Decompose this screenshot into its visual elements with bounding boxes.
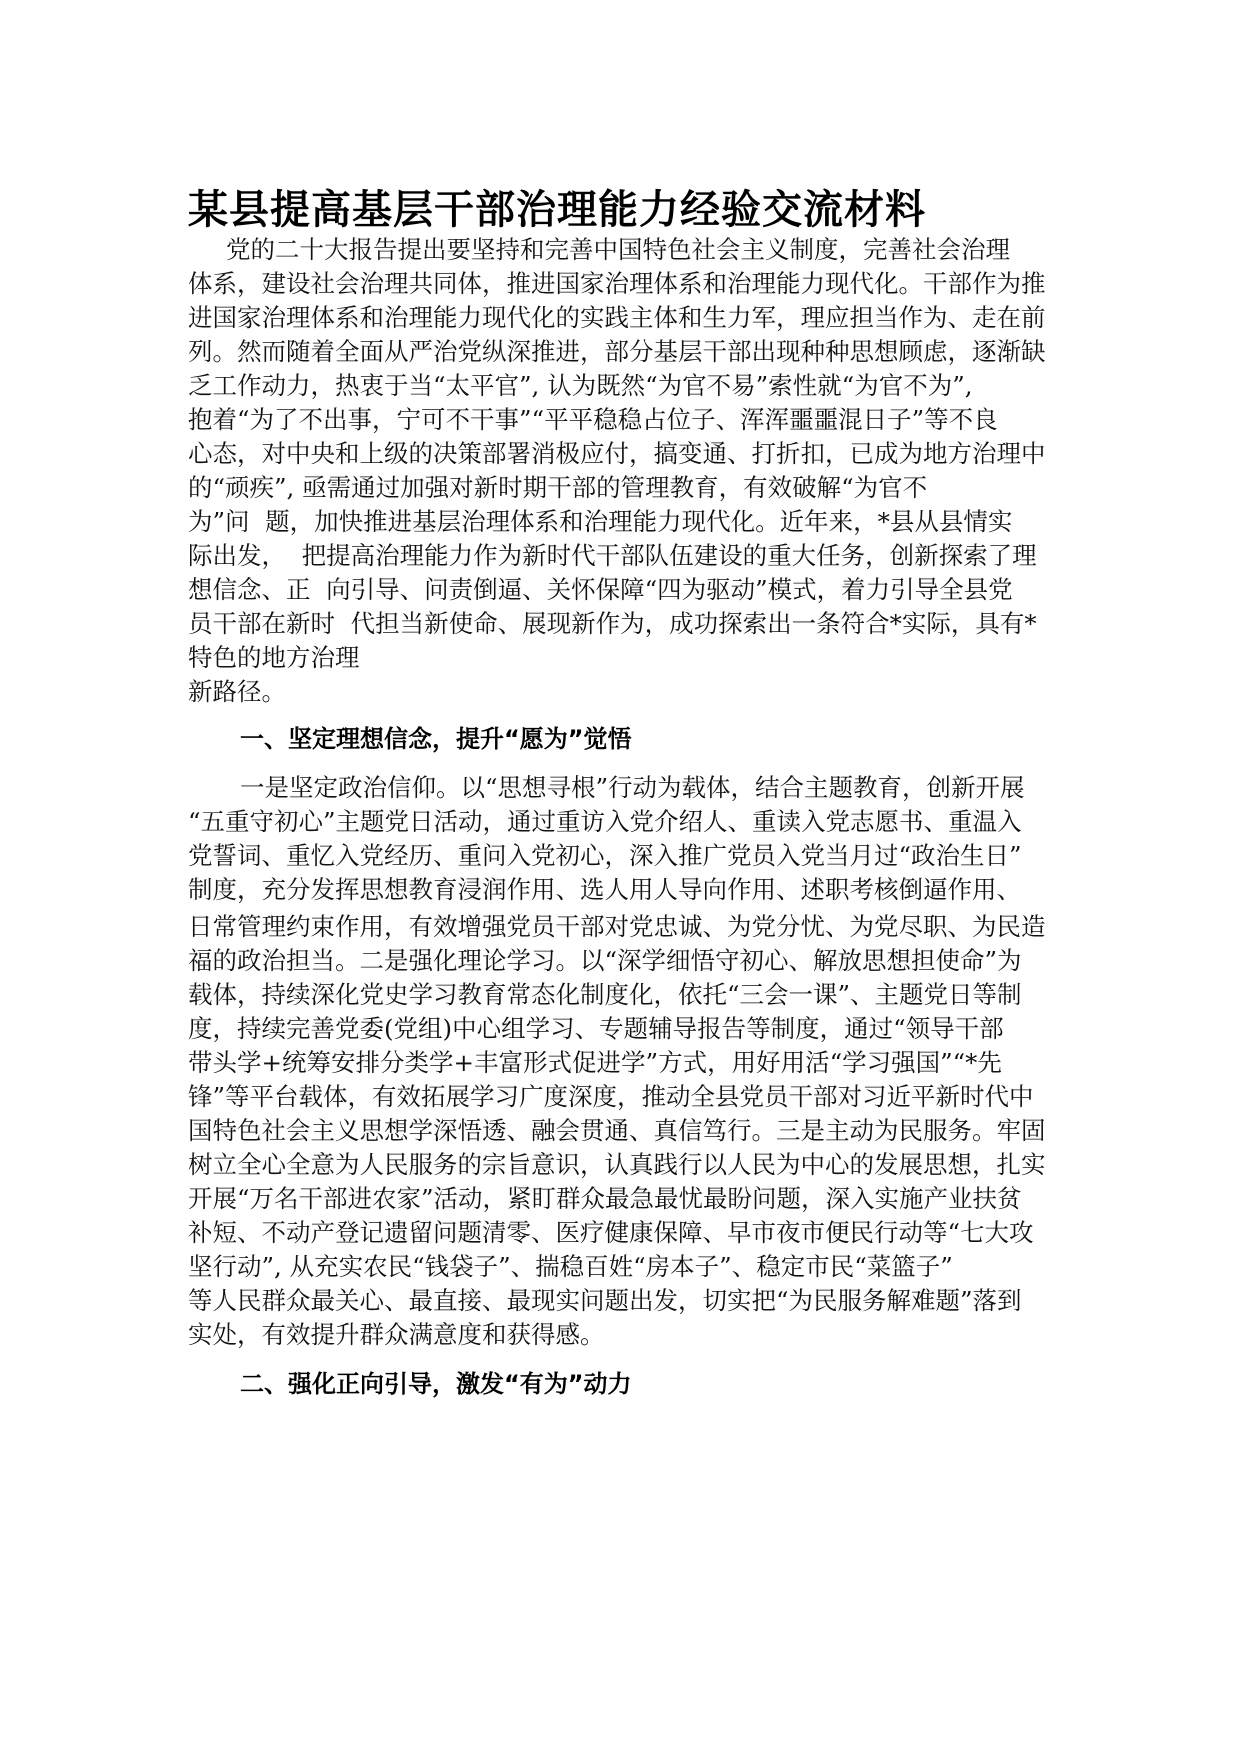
text-line: 为”问 题，加快推进基层治理体系和治理能力现代化。近年来，*县从县情实 [188,507,1013,536]
text-line: 锋”等平台载体，有效拓展学习广度深度，推动全县党员干部对习近平新时代中 [188,1082,1034,1111]
text-line: 日常管理约束作用，有效增强党员干部对党忠诚、为党分忧、为党尽职、为民造 [188,912,1046,941]
text-line: 的“顽疾”, 亟需通过加强对新时期干部的管理教育，有效破解“为官不 [188,473,928,502]
text-line: 坚行动”, 从充实农民“钱袋子”、揣稳百姓“房本子”、稳定市民“菜篮子” [188,1252,953,1281]
text-line: 体系，建设社会治理共同体，推进国家治理体系和治理能力现代化。干部作为推 [188,269,1046,298]
text-line: 等人民群众最关心、最直接、最现实问题出发，切实把“为民服务解难题”落到 [188,1286,1022,1315]
text-line: 补短、不动产登记遗留问题清零、医疗健康保障、早市夜市便民行动等“七大攻 [188,1218,1034,1247]
text-line: 新路径。 [188,677,286,706]
text-line: 国特色社会主义思想学深悟透、融会贯通、真信笃行。三是主动为民服务。牢固 [188,1116,1046,1145]
section-1-heading: 一、坚定理想信念，提升“愿为”觉悟 [240,725,632,753]
text-line: 员干部在新时 代担当新使命、展现新作为，成功探索出一条符合*实际，具有* [188,609,1037,638]
text-line: 想信念、正 向引导、问责倒逼、关怀保障“四为驱动”模式，着力引导全县党 [188,575,1013,604]
document-title: 某县提高基层干部治理能力经验交流材料 [188,187,926,233]
text-line: 制度，充分发挥思想教育浸润作用、选人用人导向作用、述职考核倒逼作用、 [188,875,1021,904]
text-line: 进国家治理体系和治理能力现代化的实践主体和生力军，理应担当作为、走在前 [188,303,1046,332]
text-line: “五重守初心”主题党日活动，通过重访入党介绍人、重读入党志愿书、重温入 [188,807,1022,836]
text-line: 乏工作动力，热衷于当“太平官”, 认为既然“为官不易”索性就“为官不为”, [188,371,973,400]
section-2-heading: 二、强化正向引导，激发“有为”动力 [240,1370,632,1398]
text-line: 福的政治担当。二是强化理论学习。以“深学细悟守初心、解放思想担使命”为 [188,946,1022,975]
text-line: 党的二十大报告提出要坚持和完善中国特色社会主义制度，完善社会治理 [226,235,1010,264]
text-line: 特色的地方治理 [188,643,360,672]
text-line: 际出发， 把提高治理能力作为新时代干部队伍建设的重大任务，创新探索了理 [188,541,1037,570]
text-line: 列。然而随着全面从严治党纵深推进，部分基层干部出现种种思想顾虑，逐渐缺 [188,337,1046,366]
text-line: 开展“万名干部进农家”活动，紧盯群众最急最忧最盼问题，深入实施产业扶贫 [188,1184,1022,1213]
text-line: 树立全心全意为人民服务的宗旨意识，认真践行以人民为中心的发展思想，扎实 [188,1150,1046,1179]
text-line: 度，持续完善党委(党组)中心组学习、专题辅导报告等制度，通过“领导干部 [188,1014,1004,1043]
text-line: 载体，持续深化党史学习教育常态化制度化，依托“三会一课”、主题党日等制 [188,980,1022,1009]
text-line: 党誓词、重忆入党经历、重问入党初心，深入推广党员入党当月过“政治生日” [188,841,1022,870]
text-line: 一是坚定政治信仰。以“思想寻根”行动为载体，结合主题教育，创新开展 [240,773,1025,802]
text-line: 实处，有效提升群众满意度和获得感。 [188,1320,605,1349]
text-line: 心态，对中央和上级的决策部署消极应付，搞变通、打折扣，已成为地方治理中 [188,439,1046,468]
text-line: 抱着“为了不出事，宁可不干事”“平平稳稳占位子、浑浑噩噩混日子”等不良 [188,405,998,434]
text-line: 带头学+统筹安排分类学+丰富形式促进学”方式，用好用活“学习强国”“*先 [188,1048,1002,1077]
